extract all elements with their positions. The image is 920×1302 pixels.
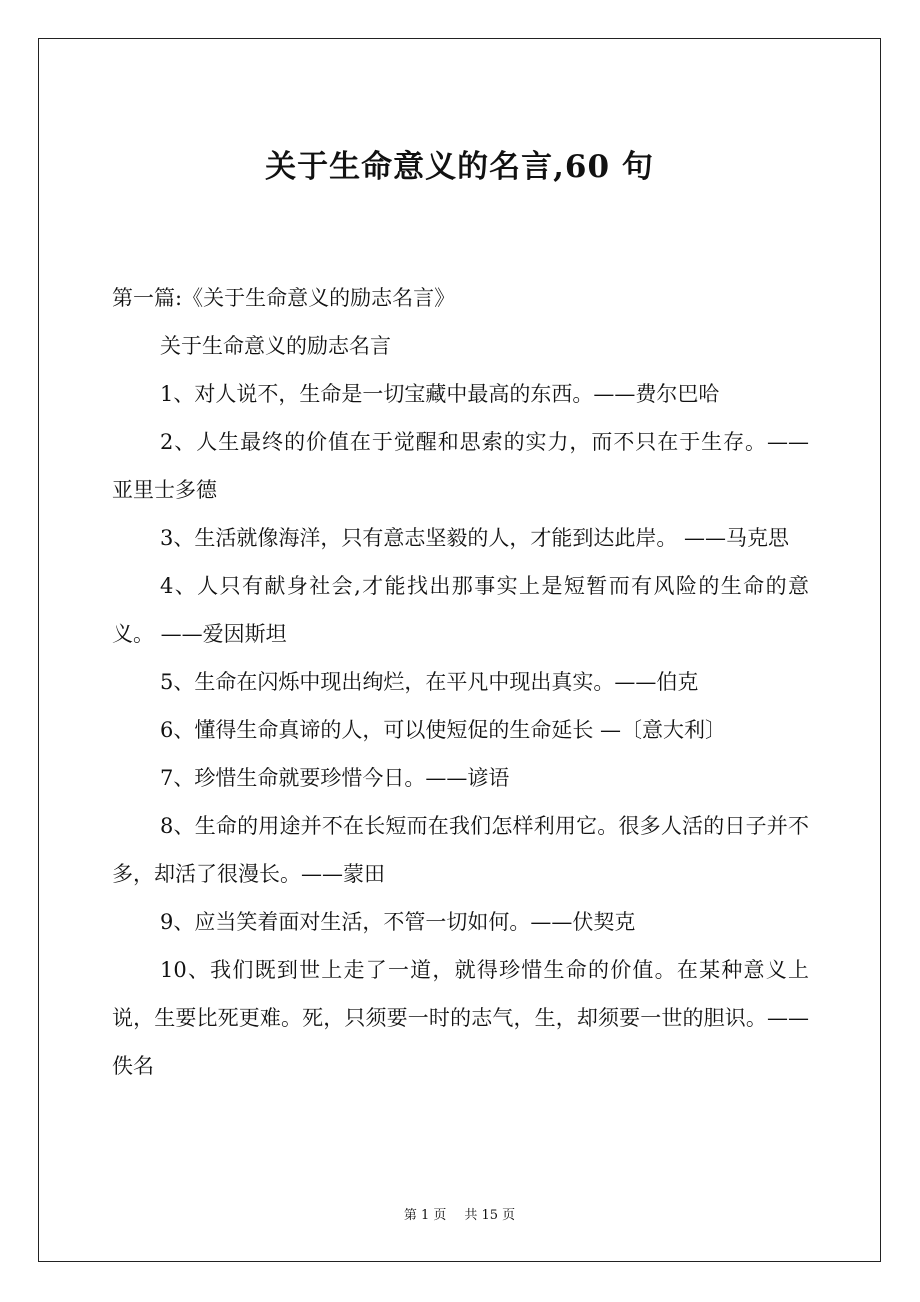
quote-item: 9、应当笑着面对生活，不管一切如何。——伏契克 — [160, 910, 636, 934]
document-body — [112, 274, 809, 1090]
quote-item: 6、懂得生命真谛的人，可以使短促的生命延长 —〔意大利〕 — [160, 718, 727, 742]
quote-item: 4、人只有献身社会,才能找出那事实上是短暂而有风险的生命的意义。 ——爱因斯坦 — [112, 574, 809, 646]
document-title: 关于生命意义的名言,60 句 — [265, 149, 654, 185]
quote-item: 8、生命的用途并不在长短而在我们怎样利用它。很多人活的日子并不多，却活了很漫长。——蒙田 — [112, 814, 809, 886]
quote-item: 5、生命在闪烁中现出绚烂，在平凡中现出真实。——伯克 — [160, 670, 699, 694]
subheading: 关于生命意义的励志名言 — [160, 334, 391, 358]
page-number: 第 1 页 — [403, 1208, 447, 1223]
quote-item: 2、人生最终的价值在于觉醒和思索的实力，而不只在于生存。—— 亚里士多德 — [112, 430, 809, 502]
page-total: 共 15 页 — [464, 1208, 516, 1223]
section-heading: 第一篇:《关于生命意义的励志名言》 — [112, 286, 456, 310]
quote-item: 10、我们既到世上走了一道，就得珍惜生命的价值。在某种意义上说，生要比死更难。死，只须要一时的志气，生，却须要一世的胆识。——佚名 — [112, 958, 809, 1078]
quote-item: 3、生活就像海洋，只有意志坚毅的人，才能到达此岸。 ——马克思 — [160, 526, 790, 550]
quote-item: 7、珍惜生命就要珍惜今日。——谚语 — [160, 766, 510, 790]
quote-item: 1、对人说不，生命是一切宝藏中最高的东西。——费尔巴哈 — [160, 382, 720, 406]
page-footer — [38, 1206, 881, 1226]
